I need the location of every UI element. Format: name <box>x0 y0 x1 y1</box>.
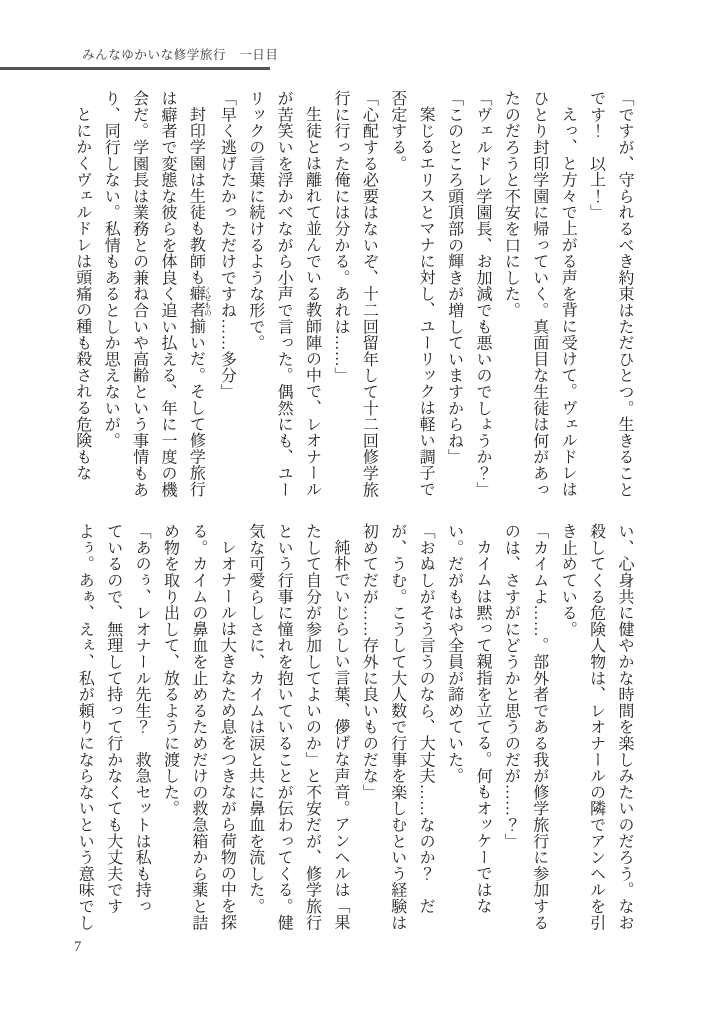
text-column: レオナールは大きなため息をつきながら荷物の中を探 <box>218 539 236 931</box>
text-column: 封印学園は生徒も教師も癖者 くせもの揃いだ。そして修学旅行 <box>187 106 213 498</box>
text-column: 「このところ頭頂部の輝きが増していますからね」 <box>445 90 463 465</box>
text-column: のは、さすがにどうかと思うのだが……？」 <box>502 523 520 849</box>
chapter-title: みんなゆかいな修学旅行 一日目 <box>82 48 279 62</box>
text-column: リックの言葉に続けるような形で。 <box>246 90 264 351</box>
text-column: 「早く逃げたかっただけですね……多分」 <box>218 90 236 400</box>
text-column: 「カイムよ……。部外者である我が修学旅行に参加する <box>530 523 548 931</box>
text-column: 純朴でいじらしい言葉、儚げな声音。アンヘルは「果 <box>331 539 349 931</box>
text-column: ひとり封印学園に帰っていく。真面目な生徒は何があっ <box>530 90 548 498</box>
text-column: えっ、と方々で上がる声を背に受けて。ヴェルドレは <box>559 106 577 498</box>
text-column: 「ヴェルドレ学園長、お加減でも悪いのでしょうか？」 <box>473 90 491 498</box>
text-column: という行事に憧れを抱いていることが伝わってくる。健 <box>275 523 293 931</box>
text-column: 初めてだが……存外に良いものだな」 <box>360 523 378 801</box>
text-column: が、うむ。こうして大人数で行事を楽しむという経験は <box>388 523 406 931</box>
text-column: 「心配する必要はないぞ、十二回留年して十二回修学旅 <box>360 90 378 498</box>
text-column: 行に行った俺には分かる。あれは……」 <box>331 90 349 384</box>
text-column: 殺してくる危険人物は、レオナールの隣でアンヘルを引 <box>587 523 605 931</box>
text-block-upper <box>67 90 638 499</box>
header-divider <box>0 67 270 70</box>
text-column: 会だ。学園長は業務との兼ね合いや高齢という事情もあ <box>130 90 148 498</box>
text-column: たして自分が参加してよいのか」と不安だが、修学旅行 <box>303 523 321 931</box>
text-column: 生徒とは離れて並んでいる教師陣の中で、レオナール <box>303 106 321 498</box>
text-column: き止めている。 <box>559 523 577 638</box>
text-column: い。だがもはや全員が諦めていた。 <box>445 523 463 784</box>
text-column: 「おぬしがそう言うのなら、大丈夫……なのか？ だ <box>417 523 435 915</box>
text-column: よぅ。あぁ、えぇ、私が頼りにならないという意味でし <box>76 523 94 931</box>
text-column: り、同行しない。私情もあるとしか思えないが。 <box>102 90 120 449</box>
text-block-lower <box>70 523 638 935</box>
text-column: が苦笑いを浮かべながら小声で言った。偶然にも、ユー <box>275 90 293 498</box>
page-number: 7 <box>74 939 82 955</box>
text-column: ているので、無理して持って行かなくても大丈夫です <box>104 523 122 915</box>
ruby-annotated-word: 癖者 くせもの <box>187 285 213 318</box>
text-column: い、心身共に健やかな時間を楽しみたいのだろう。なお <box>616 523 633 931</box>
text-column: 気な可愛らしさに、カイムは涙と共に鼻血を流した。 <box>246 523 264 915</box>
text-column: は癖者で変態な彼らを体良く追い払える、年に一度の機 <box>159 90 176 498</box>
text-column: とにかくヴェルドレは頭痛の種も殺される危険もな <box>73 106 91 481</box>
text-column: 否定する。 <box>388 90 406 172</box>
text-column: め物を取り出して、放るように渡した。 <box>161 523 179 817</box>
text-column: たのだろうと不安を口にした。 <box>502 90 520 319</box>
text-column: る。カイムの鼻血を止めるためだけの救急箱から薬と詰 <box>189 523 207 931</box>
text-column: 案じるエリスとマナに対し、ユーリックは軽い調子で <box>417 106 435 498</box>
text-column: カイムは黙って親指を立てる。何もオッケーではな <box>473 539 491 914</box>
text-column: 「あのぅ、レオナール先生？ 救急セットは私も持っ <box>133 523 151 915</box>
text-column: 「ですが、守られるべき約束はただひとつ。生きること <box>616 90 633 498</box>
text-column: です！ 以上！」 <box>587 90 605 221</box>
